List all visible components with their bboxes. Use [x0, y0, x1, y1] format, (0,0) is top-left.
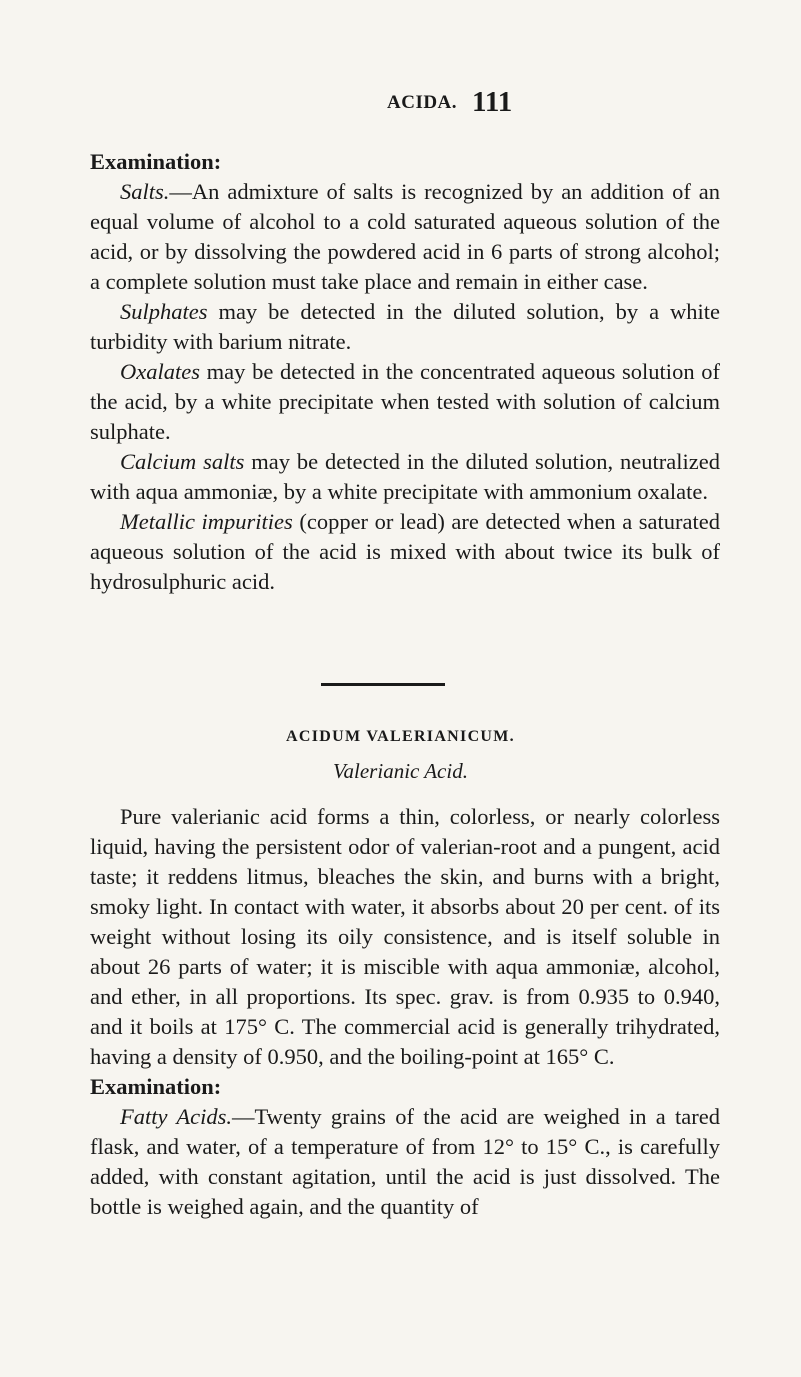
label-sulphates: Sulphates — [120, 299, 208, 324]
paragraph-metallic-impurities — [90, 507, 720, 597]
label-fatty-acids: Fatty Acids. — [120, 1104, 232, 1129]
examination-heading: Examination: — [90, 149, 222, 174]
section-subtitle: Valerianic Acid. — [333, 759, 468, 783]
text-salts: —An admixture of salts is recognized by an addition of an equal volume of alcohol to a cold saturated aqueous solution of the acid, or by dissolving the powdered acid in 6 parts of strong alcohol; a complete solution must take place and remain in either case. — [90, 179, 720, 294]
label-metallic-impurities: Metallic impurities — [120, 509, 293, 534]
examination-heading-paragraph-2 — [90, 1072, 720, 1102]
text-calcium-salts: may be detected in the diluted solution, neutralized with aqua ammoniæ, by a white precipitate with ammonium oxalate. — [90, 449, 720, 504]
paragraph-fatty-acids — [90, 1102, 720, 1222]
text-metallic-impurities: (copper or lead) are detected when a saturated aqueous solution of the acid is mixed with about twice its bulk of hydrosulphuric acid. — [90, 509, 720, 594]
page-header — [0, 86, 801, 126]
section-valerianic-acid — [90, 802, 720, 1222]
text-sulphates: may be detected in the diluted solution, by a white turbidity with barium nitrate. — [90, 299, 720, 354]
paragraph-oxalates — [90, 357, 720, 447]
examination-heading-2: Examination: — [90, 1074, 222, 1099]
label-oxalates: Oxalates — [120, 359, 200, 384]
paragraph-calcium-salts — [90, 447, 720, 507]
paragraph-description: Pure valerianic acid forms a thin, colorless, or nearly colorless liquid, having the persistent odor of valerian-root and a pungent, acid taste; it reddens litmus, bleaches the skin, and burns with a bright, smoky light. In contact with water, it absorbs about 20 per cent. of its weight without losing its oily consistence, and is itself soluble in about 26 parts of water; it is miscible with aqua ammoniæ, alcohol, and ether, in all proportions. Its spec. grav. is from 0.935 to 0.940, and it boils at 175° C. The commercial acid is generally trihydrated, having a density of 0.950, and the boiling-point at 165° C. — [90, 804, 720, 1069]
page-number: 111 — [472, 86, 513, 118]
paragraph-salts — [90, 177, 720, 297]
label-salts: Salts. — [120, 179, 170, 204]
label-calcium-salts: Calcium salts — [120, 449, 245, 474]
section-impurity-tests — [90, 147, 720, 597]
text-oxalates: may be detected in the concentrated aqueous solution of the acid, by a white precipitate when tested with solution of calcium sulphate. — [90, 359, 720, 444]
text-fatty-acids: —Twenty grains of the acid are weighed in a tared flask, and water, of a temperature of from 12° to 15° C., is carefully added, with constant agitation, until the acid is just dissolved. The bottle is weighed again, and the quantity of — [90, 1104, 720, 1219]
section-title: ACIDUM VALERIANICUM. — [286, 728, 515, 745]
examination-heading-paragraph — [90, 147, 720, 177]
paragraph-sulphates — [90, 297, 720, 357]
section-divider-rule — [321, 683, 445, 686]
running-head: ACIDA. — [387, 92, 458, 113]
